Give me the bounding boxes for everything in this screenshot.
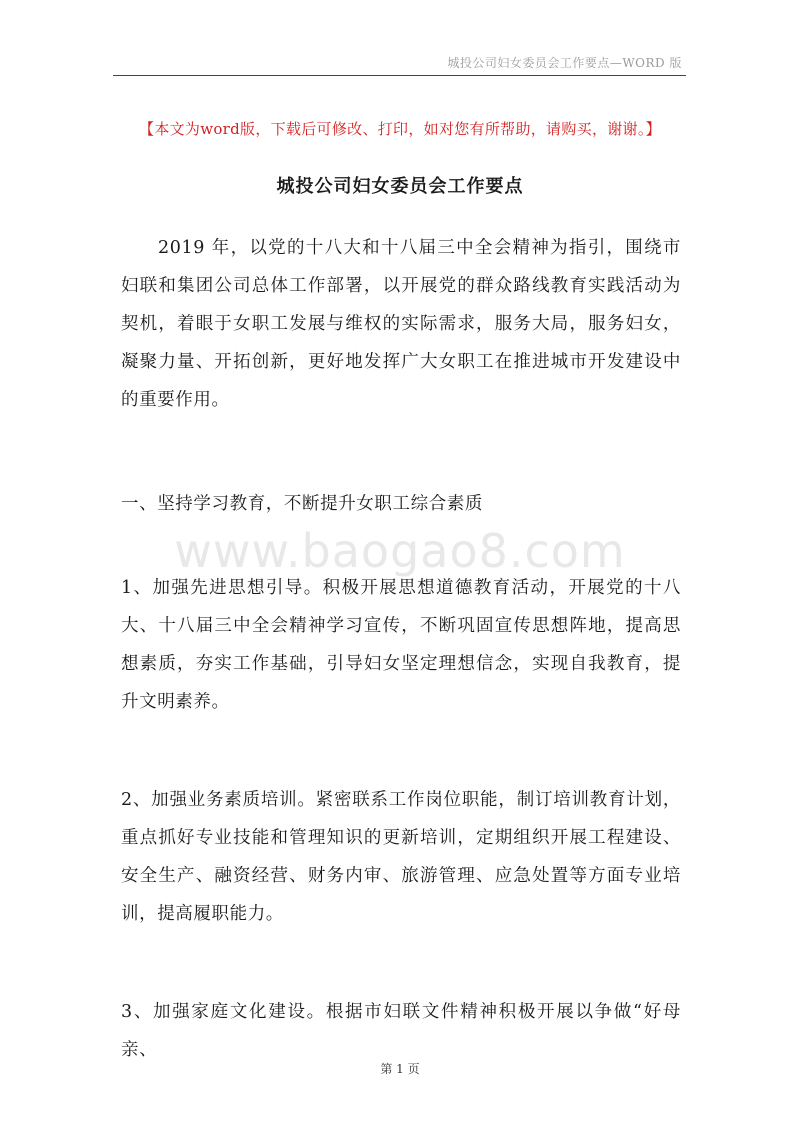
- download-notice: 【本文为word版，下载后可修改、打印，如对您有所帮助，请购买，谢谢。】: [139, 120, 661, 138]
- list-item: 1、加强先进思想引导。积极开展思想道德教育活动，开展党的十八大、十八届三中全会精神学习宣传，不断巩固宣传思想阵地，提高思想素质，夯实工作基础，引导妇女坚定理想信念，实现自我教育，提升文明素养。: [121, 578, 681, 712]
- intro-paragraph: 2019 年，以党的十八大和十八届三中全会精神为指引，围绕市妇联和集团公司总体工作部署，以开展党的群众路线教育实践活动为契机，着眼于女职工发展与维权的实际需求，服务大局，服务妇女，凝聚力量、开拓创新，更好地发挥广大女职工在推进城市开发建设中的重要作用。: [121, 238, 681, 410]
- list-item: 2、加强业务素质培训。紧密联系工作岗位职能，制订培训教育计划，重点抓好专业技能和管理知识的更新培训，定期组织开展工程建设、安全生产、融资经营、财务内审、旅游管理、应急处置等方面专业培训，提高履职能力。: [121, 790, 681, 924]
- page-number: 第 1 页: [380, 1062, 420, 1076]
- header-divider: [113, 75, 686, 76]
- running-header: 城投公司妇女委员会工作要点—WORD 版: [447, 56, 682, 70]
- section-heading: 一、坚持学习教育，不断提升女职工综合素质: [121, 494, 483, 514]
- document-title: 城投公司妇女委员会工作要点: [276, 176, 524, 197]
- list-item: 3、加强家庭文化建设。根据市妇联文件精神积极开展以争做“好母亲、: [121, 1002, 681, 1060]
- watermark: www.baogao8.com: [174, 524, 626, 578]
